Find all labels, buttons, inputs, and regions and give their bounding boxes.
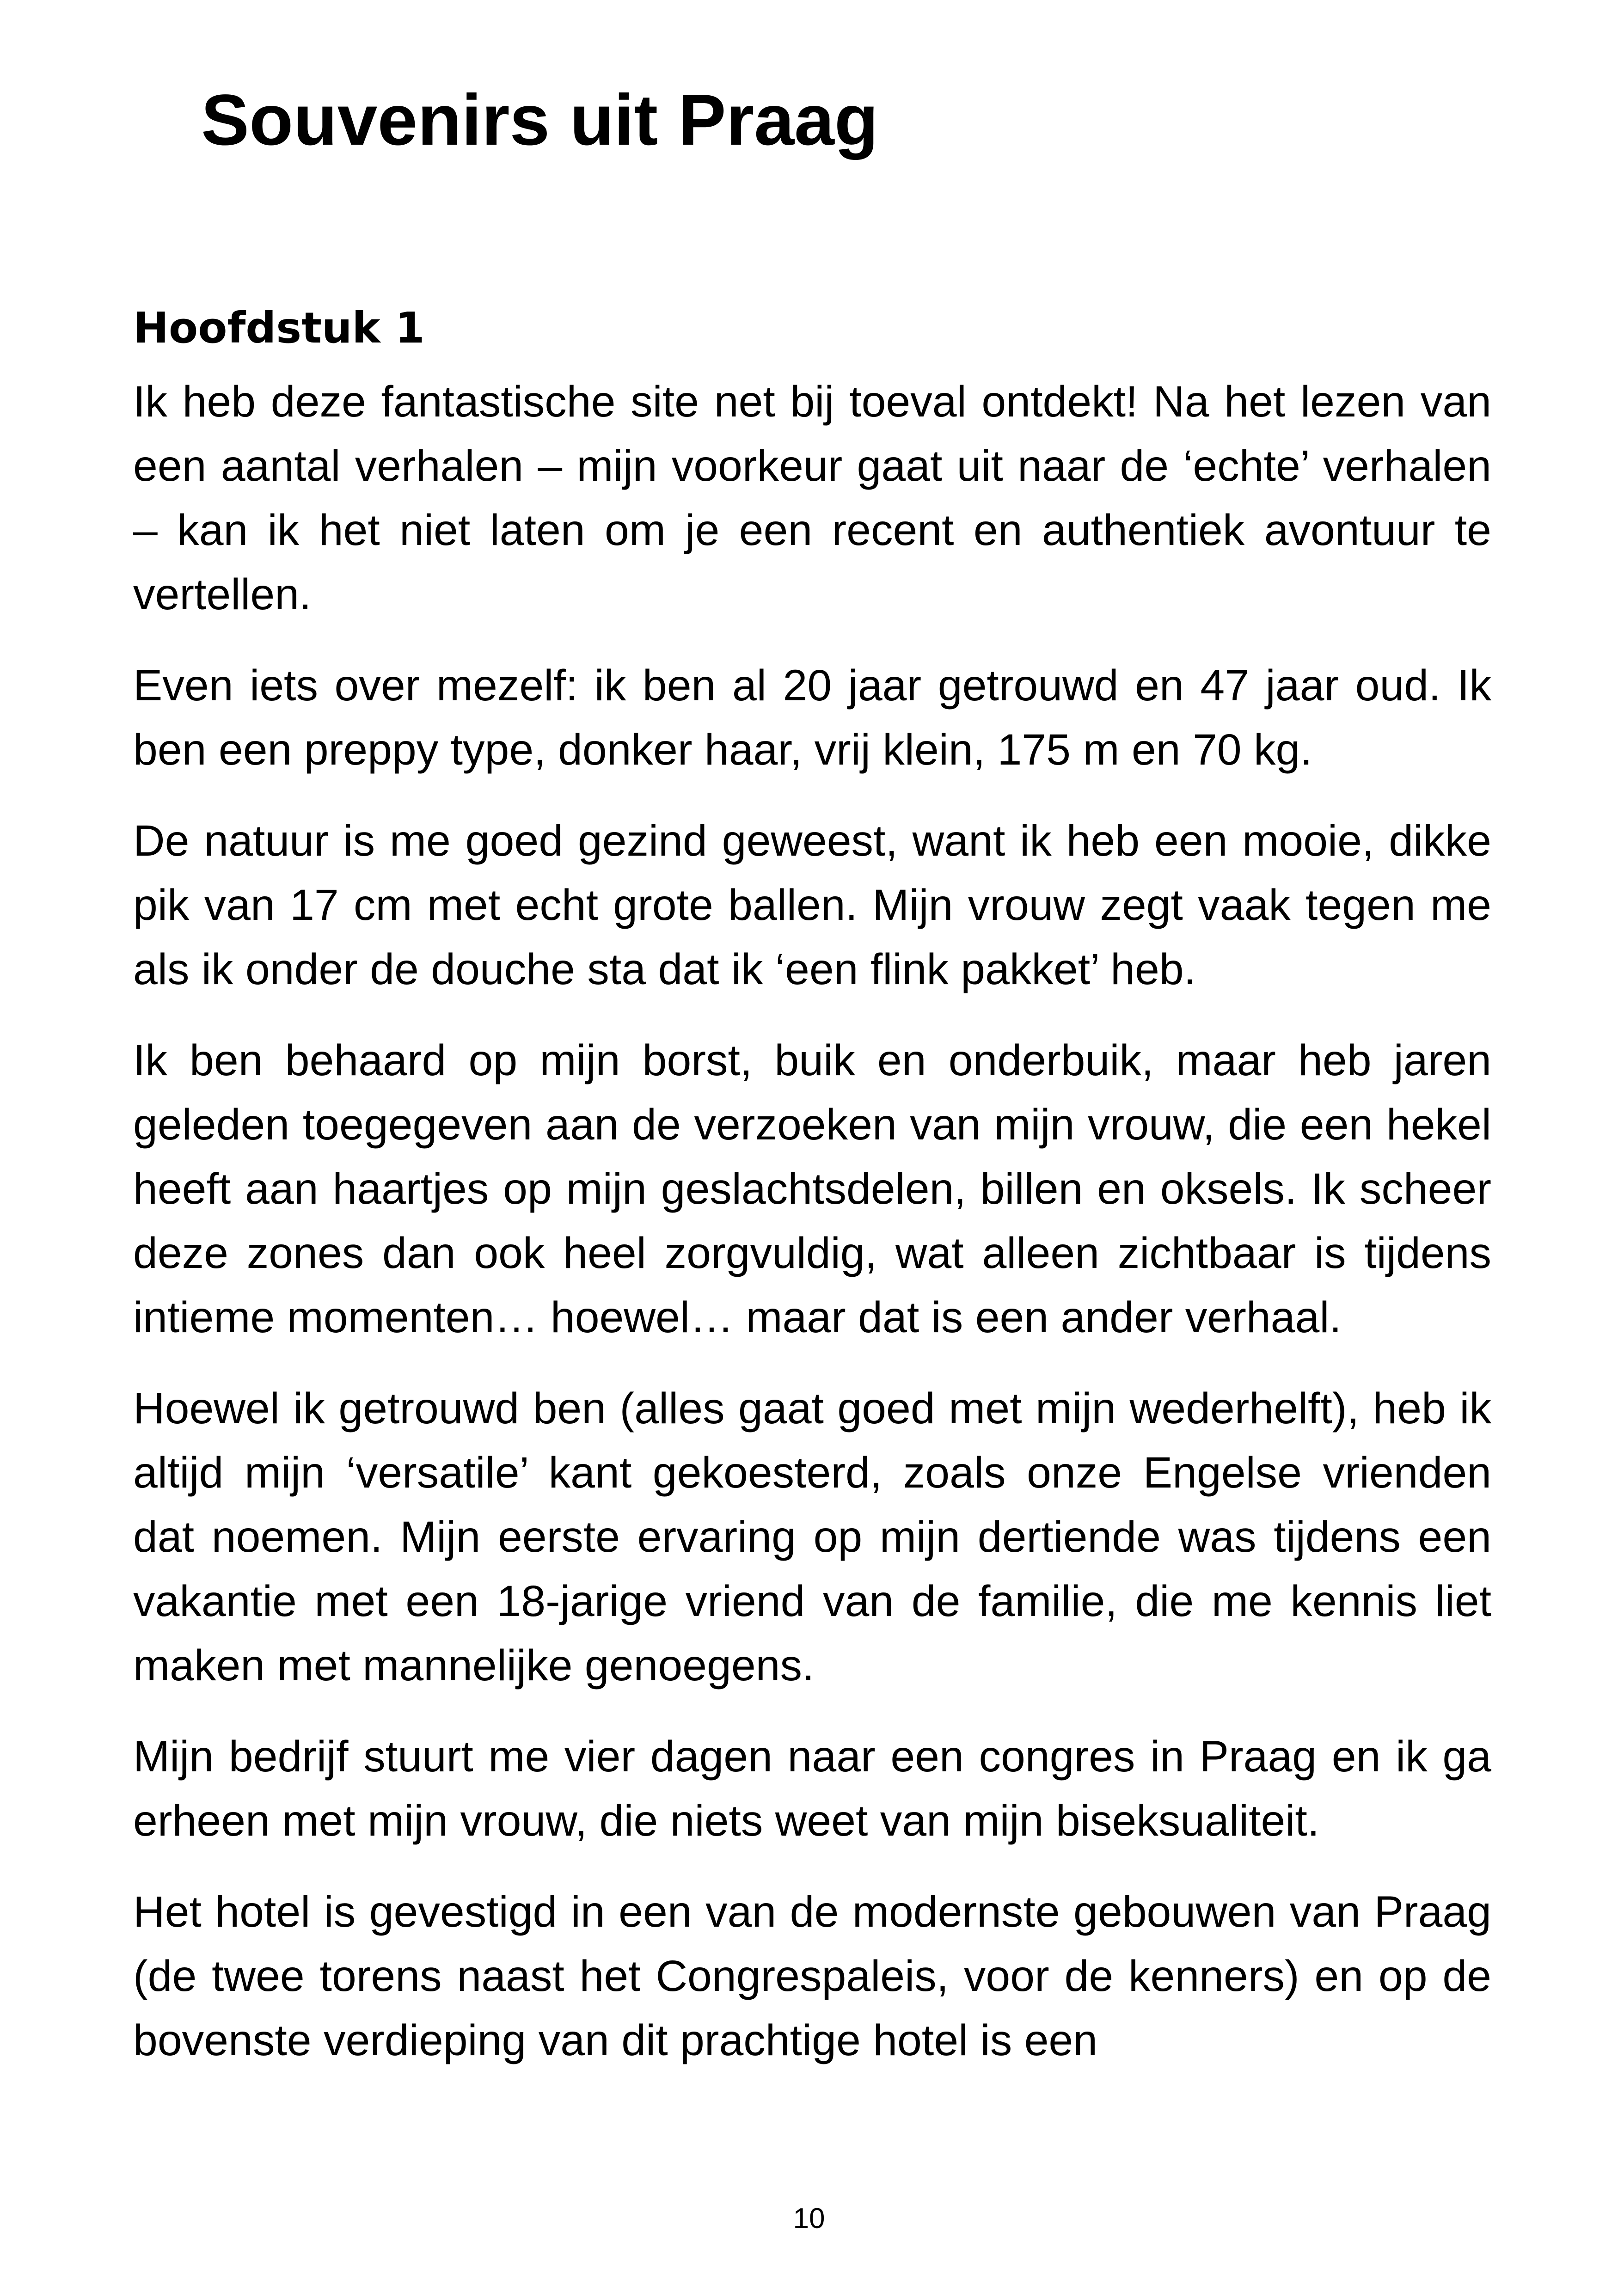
paragraph: Het hotel is gevestigd in een van de modernste gebouwen van Praag (de twee torens naast het Congrespaleis, voor de kenners) en op de bovenste verdieping van dit prachtige hotel is een <box>133 1887 1491 2065</box>
paragraph: Mijn bedrijf stuurt me vier dagen naar een congres in Praag en ik ga erheen met mijn vrouw, die niets weet van mijn biseksualiteit. <box>133 1732 1491 1845</box>
chapter-title: Hoofdstuk 1 <box>133 303 425 353</box>
book-title: Souvenirs uit Praag <box>201 80 879 160</box>
paragraph: Even iets over mezelf: ik ben al 20 jaar getrouwd en 47 jaar oud. Ik ben een preppy type, donker haar, vrij klein, 175 m en 70 kg. <box>133 661 1491 774</box>
paragraph: Hoewel ik getrouwd ben (alles gaat goed met mijn wederhelft), heb ik altijd mijn ‘versatile’ kant gekoesterd, zoals onze Engelse vrienden dat noemen. Mijn eerste ervaring op mijn dertiende was tijdens een vakantie met een 18-jarige vriend van de familie, die me kennis liet maken met mannelijke genoegens. <box>133 1384 1491 1690</box>
page-number: 10 <box>793 2203 825 2235</box>
paragraph: De natuur is me goed gezind geweest, want ik heb een mooie, dikke pik van 17 cm met echt grote ballen. Mijn vrouw zegt vaak tegen me als ik onder de douche sta dat ik ‘een flink pakket’ heb. <box>133 816 1491 994</box>
body-text <box>133 370 1491 2100</box>
paragraph: Ik ben behaard op mijn borst, buik en onderbuik, maar heb jaren geleden toegegeven aan de verzoeken van mijn vrouw, die een hekel heeft aan haartjes op mijn geslachtsdelen, billen en oksels. Ik scheer deze zones dan ook heel zorgvuldig, wat alleen zichtbaar is tijdens intieme momenten… hoewel… maar dat is een ander verhaal. <box>133 1036 1491 1342</box>
paragraph: Ik heb deze fantastische site net bij toeval ontdekt! Na het lezen van een aantal verhalen – mijn voorkeur gaat uit naar de ‘echte’ verhalen – kan ik het niet laten om je een recent en authentiek avontuur te vertellen. <box>133 377 1491 619</box>
